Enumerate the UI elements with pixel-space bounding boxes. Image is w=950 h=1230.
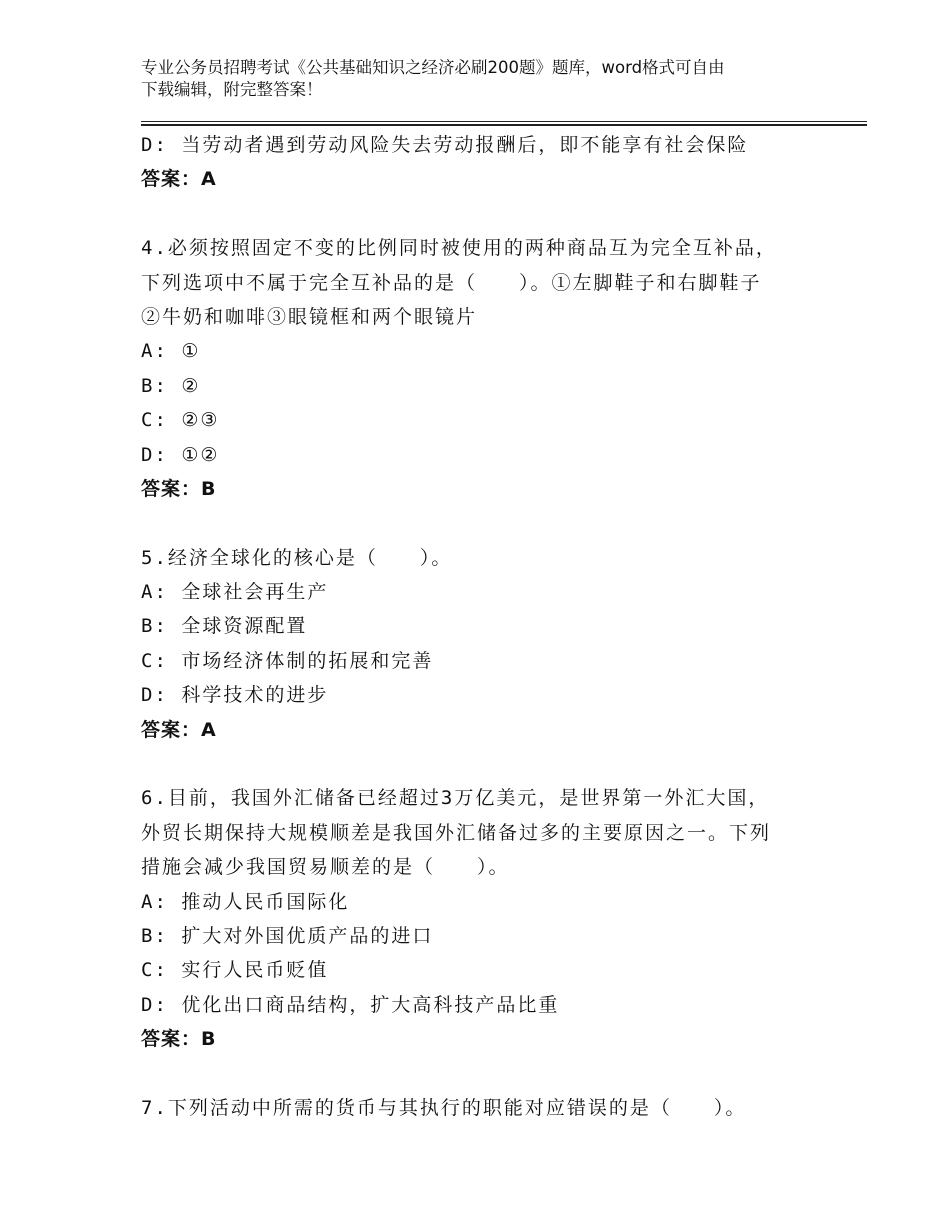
question-stem-line: 5.经济全球化的核心是（ ）。 (141, 546, 453, 569)
page-header (141, 57, 811, 101)
question-6 (141, 781, 821, 1056)
question-7 (141, 1091, 821, 1125)
spacer (141, 506, 821, 540)
option-d: D: 科学技术的进步 (141, 684, 329, 707)
answer: 答案：B (141, 1028, 217, 1051)
answer: 答案：A (141, 168, 217, 191)
question-stem-line: 6.目前，我国外汇储备已经超过3万亿美元，是世界第一外汇大国， (141, 787, 770, 810)
spacer (141, 747, 821, 781)
header-rule-thick (141, 124, 867, 126)
option-c: C: 市场经济体制的拓展和完善 (141, 649, 434, 672)
option-a: A: 全球社会再生产 (141, 581, 329, 604)
option-b: B: 扩大对外国优质产品的进口 (141, 924, 434, 947)
option-b: B: 全球资源配置 (141, 615, 308, 638)
option-d: D: 当劳动者遇到劳动风险失去劳动报酬后，即不能享有社会保险 (141, 134, 749, 156)
question-4 (141, 231, 821, 506)
header-rule-thin (141, 121, 867, 122)
answer: 答案：B (141, 477, 217, 500)
option-d: D: 优化出口商品结构，扩大高科技产品比重 (141, 993, 560, 1016)
header-line-1: 专业公务员招聘考试《公共基础知识之经济必刷200题》题库，word格式可自由 (141, 58, 725, 77)
option-c: C: 实行人民币贬值 (141, 959, 329, 982)
option-a: A: 推动人民币国际化 (141, 890, 350, 913)
spacer (141, 1057, 821, 1091)
question-stem-line: 措施会减少我国贸易顺差的是（ ）。 (141, 856, 510, 879)
question-5 (141, 541, 821, 747)
question-content (141, 128, 821, 1125)
option-a: A: ① (141, 340, 201, 363)
question-stem-line: 外贸长期保持大规模顺差是我国外汇储备过多的主要原因之一。下列 (141, 821, 772, 844)
question-stem-line: ②牛奶和咖啡③眼镜框和两个眼镜片 (141, 305, 478, 328)
option-b: B: ② (141, 374, 201, 397)
question-3 (141, 128, 821, 197)
spacer (141, 197, 821, 231)
answer: 答案：A (141, 718, 217, 741)
option-d: D: ①② (141, 443, 220, 466)
option-c: C: ②③ (141, 409, 220, 432)
header-line-2: 下载编辑，附完整答案！ (141, 80, 323, 99)
question-stem-line: 4.必须按照固定不变的比例同时被使用的两种商品互为完全互补品， (141, 237, 777, 260)
question-stem-line: 7.下列活动中所需的货币与其执行的职能对应错误的是（ ）。 (141, 1096, 747, 1119)
question-stem-line: 下列选项中不属于完全互补品的是（ ）。①左脚鞋子和右脚鞋子 (141, 271, 762, 294)
